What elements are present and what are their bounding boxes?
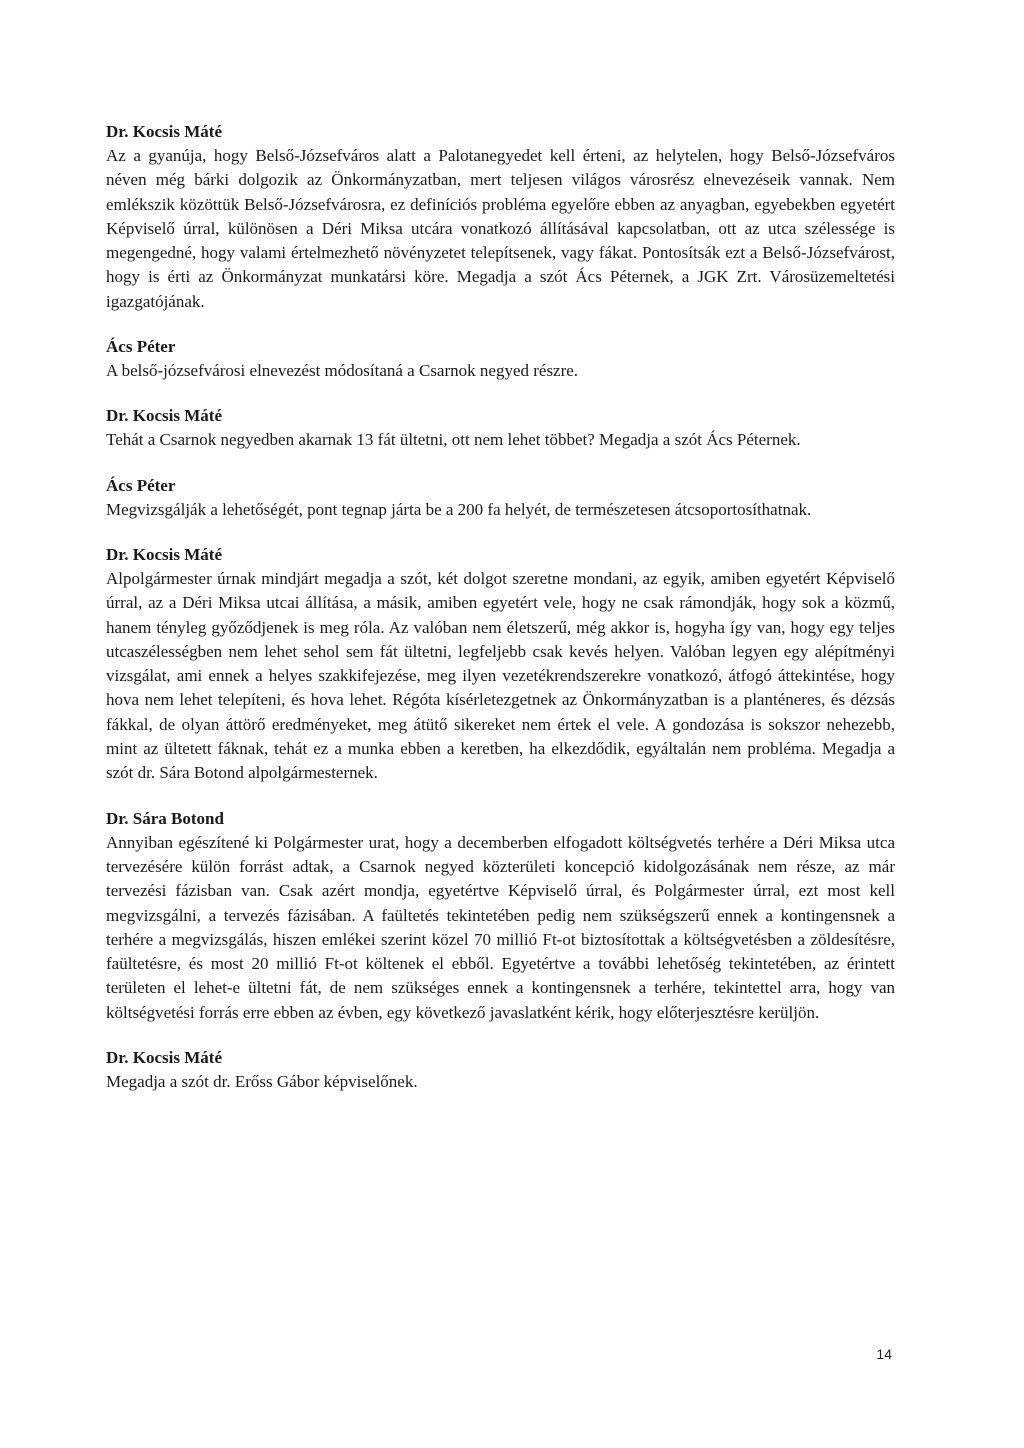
speech-text: Annyiban egészítené ki Polgármester urat, hogy a decemberben elfogadott költségvetés terhére a Déri Miksa utca tervezésére külön forrást adtak, a Csarnok negyed közterületi koncepció kidolgozásának nem része, az már tervezési fázisban van. Csak azért mondja, egyetértve Képviselő úrral, és Polgármester úrral, ezt most kell megvizsgálni, a tervezés fázisában. A faültetés tekintetében pedig nem szükségszerű ennek a kontingensnek a terhére a megvizsgálás, hiszen emlékei szerint közel 70 millió Ft-ot biztosítottak a költségvetésben a zöldesítésre, faültetésre, és most 20 millió Ft-ot költenek el ebből. Egyetértve a további lehetőség tekintetében, az érintett területen el lehet-e ültetni fát, de nem szükséges ennek a kontingensnek a terhére, tekintettel arra, hogy van költségvetési forrás erre ebben az évben, egy következő javaslatként kérik, hogy előterjesztésre kerüljön.: [106, 832, 895, 1022]
page-number: 14: [876, 1346, 892, 1362]
speech-block: [106, 120, 895, 314]
speech-block: [106, 807, 895, 1025]
speaker-name: Dr. Kocsis Máté: [106, 406, 222, 426]
speech-block: [106, 474, 895, 522]
speaker-name: Dr. Kocsis Máté: [106, 544, 222, 564]
speech-text: Megadja a szót dr. Erőss Gábor képviselőnek.: [106, 1072, 418, 1092]
speech-text: A belső-józsefvárosi elnevezést módosítaná a Csarnok negyed részre.: [106, 361, 579, 381]
speech-block: [106, 404, 895, 452]
transcript-body: [106, 120, 895, 1115]
speaker-name: Ács Péter: [106, 337, 176, 357]
speaker-name: Dr. Kocsis Máté: [106, 1048, 222, 1068]
speech-text: Az a gyanúja, hogy Belső-Józsefváros alatt a Palotanegyedet kell érteni, az helytelen, hogy Belső-Józsefváros néven még bárki dolgozik az Önkormányzatban, mert teljesen világos városrész elnevezéseik vannak. Nem emlékszik közöttük Belső-Józsefvárosra, ez definíciós probléma egyelőre ebben az anyagban, egyebekben egyetért Képviselő úrral, különösen a Déri Miksa utcára vonatkozó állításával kapcsolatban, ott az utca szélessége is megengedné, hogy valami értelmezhető növényzetet telepítsenek, vagy fákat. Pontosítsák ezt a Belső-Józsefvárost, hogy is érti az Önkormányzat munkatársi köre. Megadja a szót Ács Péternek, a JGK Zrt. Városüzemeltetési igazgatójának.: [106, 146, 895, 311]
speech-text: Alpolgármester úrnak mindjárt megadja a szót, két dolgot szeretne mondani, az egyik, amiben egyetért Képviselő úrral, az a Déri Miksa utcai állítása, a másik, amiben egyetért vele, hogy ne csak rámondják, hogy sok a közmű, hanem tényleg győződjenek is meg róla. Az valóban nem életszerű, még akkor is, hogyha így van, hogy egy teljes utcaszélességben nem lehet sehol sem fát ültetni, legfeljebb csak kevés helyen. Valóban legyen egy alépítményi vizsgálat, ami ennek a helyes szakkifejezése, meg ilyen vezetékrendszerekre vonatkozó, átfogó áttekintése, hogy hova nem lehet telepíteni, és hova lehet. Régóta kísérletezgetnek az Önkormányzatban is a planténeres, és dézsás fákkal, de olyan áttörő eredményeket, meg átütő sikereket nem értek el vele. A gondozása is sokszor nehezebb, mint az ültetett fáknak, tehát ez a munka ebben a keretben, ha elkezdődik, egyáltalán nem probléma. Megadja a szót dr. Sára Botond alpolgármesternek.: [106, 568, 895, 783]
speech-text: Megvizsgálják a lehetőségét, pont tegnap járta be a 200 fa helyét, de természetesen átcsoportosíthatnak.: [106, 499, 812, 519]
speech-text: Tehát a Csarnok negyedben akarnak 13 fát ültetni, ott nem lehet többet? Megadja a szót Ács Péternek.: [106, 430, 801, 450]
speaker-name: Dr. Kocsis Máté: [106, 122, 222, 141]
speaker-name: Ács Péter: [106, 475, 176, 495]
speaker-name: Dr. Sára Botond: [106, 808, 224, 828]
speech-block: [106, 335, 895, 383]
speech-block: [106, 543, 895, 786]
speech-block: [106, 1046, 895, 1094]
